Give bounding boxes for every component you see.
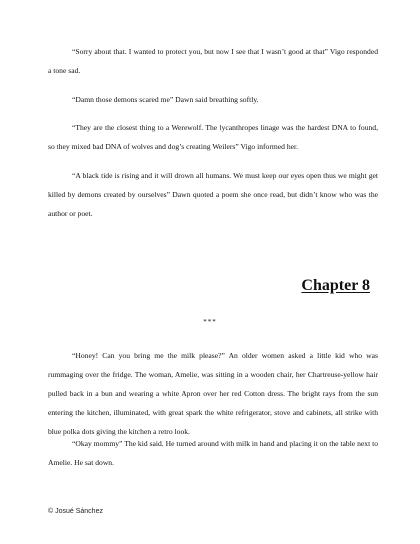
chapter-title: Chapter 8 xyxy=(301,277,370,294)
paragraph: “They are the closest thing to a Werewolf. The lycanthropes linage was the hardest DNA to found, so they mixed bad DNA of wolves and dog’s creating Weilers” Vigo informed her. xyxy=(48,123,378,151)
paragraph: “Sorry about that. I wanted to protect you, but now I see that I wasn’t good at that” Vigo responded a tone sad. xyxy=(48,47,378,75)
paragraph: “A black tide is rising and it will drown all humans. We must keep our eyes open thus we might get killed by demons created by ourselves” Dawn quoted a poem she once read, but didn’t know who was the author or poet. xyxy=(48,171,378,218)
paragraph: “Honey! Can you bring me the milk please?” An older women asked a little kid who was rummaging over the fridge. The woman, Amelie, was sitting in a wooden chair, her Chartreuse-yellow hair pulled back in a bun and wearing a white Apron over her red Cotton dress. The bright rays from the sun entering the kitchen, illuminated, with great spark the white refrigerator, stove and cabinets, all strike with blue polka dots giving the kitchen a retro look. xyxy=(48,351,378,436)
section-separator: *** xyxy=(203,318,217,326)
paragraph: “Okay mommy” The kid said. He turned around with milk in hand and placing it on the table next to Amelie. He sat down. xyxy=(48,439,378,467)
paragraph: “Damn those demons scared me” Dawn said breathing softly. xyxy=(72,95,259,104)
copyright-footer: © Josué Sánchez xyxy=(48,508,103,515)
